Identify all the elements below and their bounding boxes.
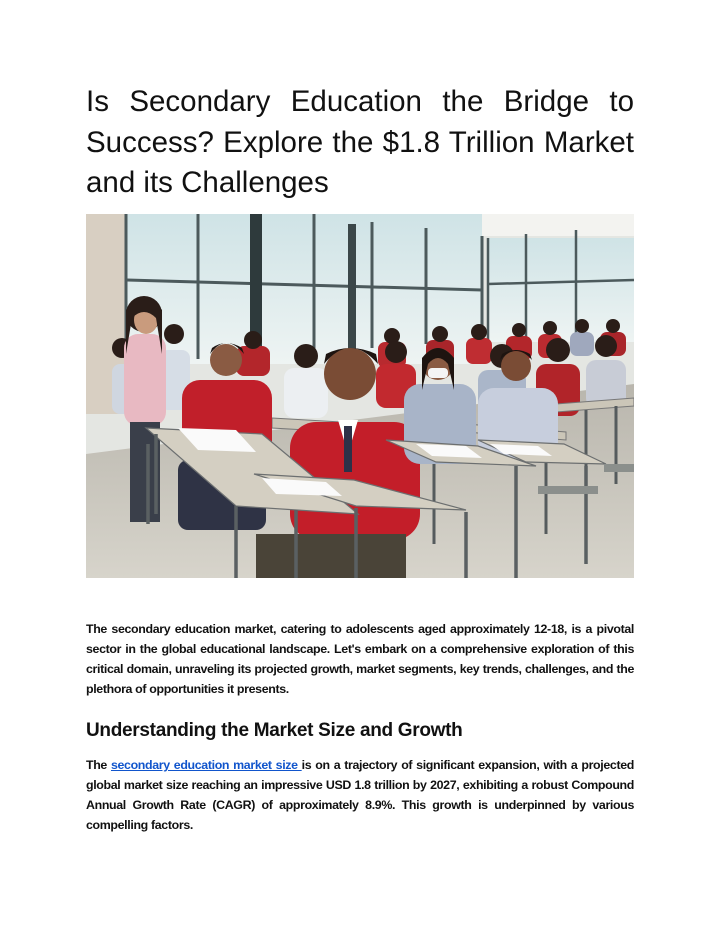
- intro-paragraph: The secondary education market, catering to adolescents aged approximately 12-18, is a pivotal sector in the global educational landscape. Let's embark on a comprehensive exploration of this critical domain, unraveling its projected growth, market segments, key trends, challenges, and the plethora of opportunities it presents.: [86, 622, 634, 696]
- market-size-link[interactable]: secondary education market size: [110, 758, 302, 772]
- classroom-photo: [86, 214, 634, 578]
- growth-paragraph-body: is on a trajectory of significant expansion, with a projected global market size reaching an impressive USD 1.8 trillion by 2027, exhibiting a robust Compound Annual Growth Rate (CAGR) of approximately 8.9%. This growth is underpinned by various compelling factors.: [86, 758, 634, 832]
- article-title: Is Secondary Education the Bridge to Success? Explore the $1.8 Trillion Market and its Challenges: [86, 85, 634, 199]
- classroom-illustration: [86, 214, 634, 578]
- growth-paragraph: [86, 755, 634, 835]
- section-heading: Understanding the Market Size and Growth: [86, 720, 463, 741]
- growth-paragraph-lead: The: [86, 758, 111, 772]
